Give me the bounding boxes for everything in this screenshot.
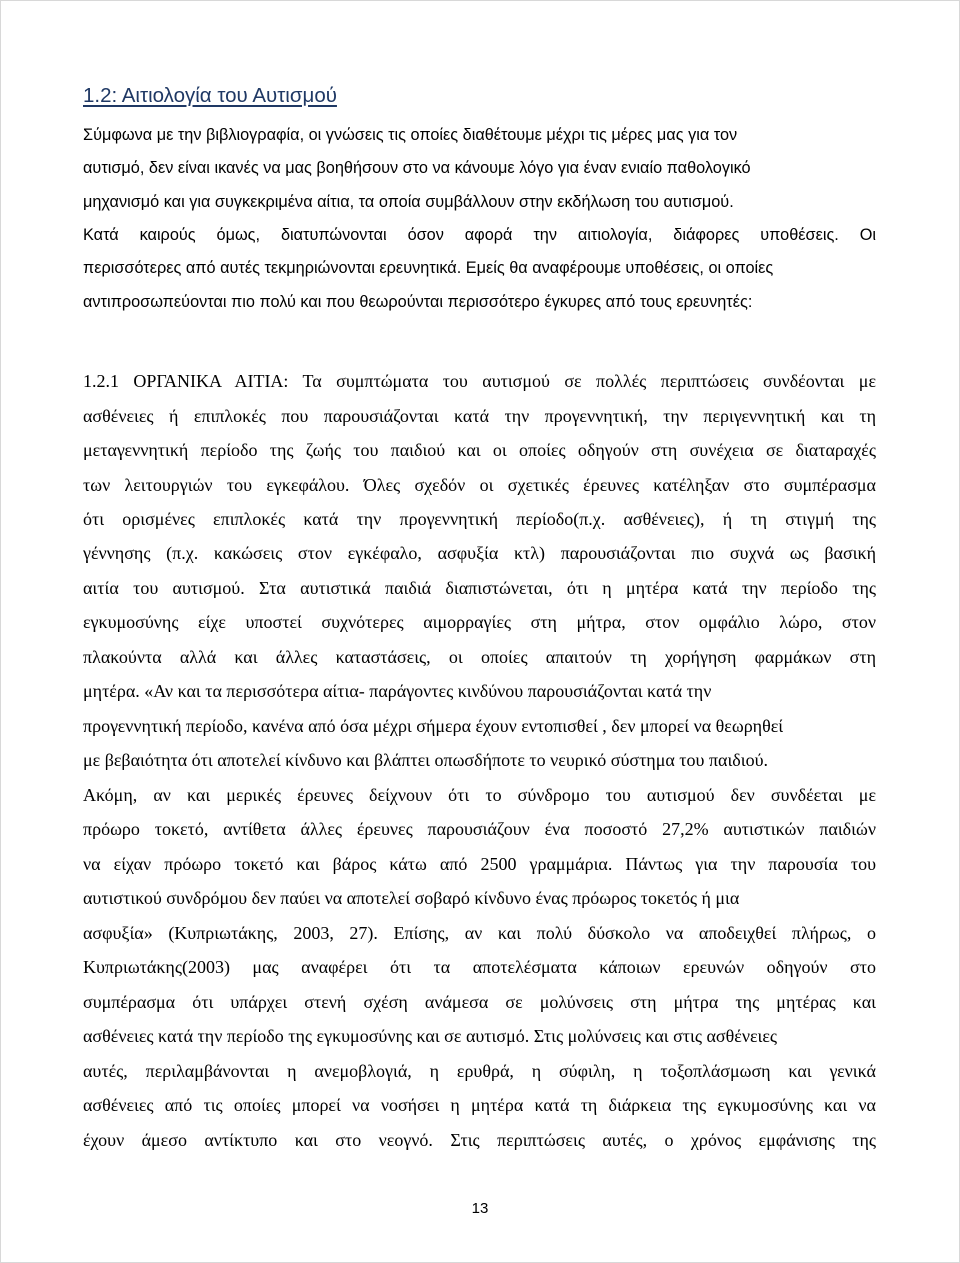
intro-line: αυτισμό, δεν είναι ικανές να μας βοηθήσουν στο να κάνουμε λόγο για έναν ενιαίο παθολογικό	[83, 159, 751, 177]
body-line: ασθένειες κατά την περίοδο της εγκυμοσύνης και σε αυτισμό. Στις μολύνσεις και στις ασθένειες	[83, 1026, 778, 1046]
intro-line: μηχανισμό και για συγκεκριμένα αίτια, τα οποία συμβάλλουν στην εκδήλωση του αυτισμού.	[83, 193, 734, 211]
body-line: με βεβαιότητα ότι αποτελεί κίνδυνο και βλάπτει οπωσδήποτε το νευρικό σύστημα του παιδιού.	[83, 750, 769, 770]
body-line: Κυπριωτάκης(2003) μας αναφέρει ότι τα αποτελέσματα κάποιων ερευνών οδηγούν στο	[83, 957, 876, 977]
body-line: 1.2.1 ΟΡΓΑΝΙΚΑ ΑΙΤΙΑ: Τα συμπτώματα του αυτισμού σε πολλές περιπτώσεις συνδέονται με	[83, 371, 876, 391]
body-line: αιτία του αυτισμού. Στα αυτιστικά παιδιά διαπιστώνεται, ότι η μητέρα κατά την περίοδο της	[83, 578, 876, 598]
section-heading: 1.2: Αιτιολογία του Αυτισμού	[83, 84, 337, 107]
body-line: Ακόμη, αν και μερικές έρευνες δείχνουν ότι το σύνδρομο του αυτισμού δεν συνδέεται με	[83, 785, 876, 805]
body-line: ότι ορισμένες επιπλοκές κατά την προγεννητική περίοδο(π.χ. ασθένειες), ή τη στιγμή της	[83, 509, 876, 529]
body-line: πλακούντα αλλά και άλλες καταστάσεις, οι οποίες απαιτούν τη χορήγηση φαρμάκων στη	[83, 647, 876, 667]
body-line: πρόωρο τοκετό, αντίθετα άλλες έρευνες παρουσιάζουν ένα ποσοστό 27,2% αυτιστικών παιδιών	[83, 819, 876, 839]
body-line: έχουν άμεσο αντίκτυπο και στο νεογνό. Στις περιπτώσεις αυτές, ο χρόνος εμφάνισης της	[83, 1130, 876, 1150]
intro-line: Σύμφωνα με την βιβλιογραφία, οι γνώσεις τις οποίες διαθέτουμε μέχρι τις μέρες μας για τον	[83, 126, 738, 144]
body-line: των λειτουργιών του εγκεφάλου. Όλες σχεδόν οι σχετικές έρευνες κατέληξαν στο συμπέρασμα	[83, 475, 876, 495]
body-line: να είχαν πρόωρο τοκετό και βάρος κάτω από 2500 γραμμάρια. Πάντως για την παρουσία του	[83, 854, 876, 874]
body-line: μητέρα. «Αν και τα περισσότερα αίτια- παράγοντες κινδύνου παρουσιάζονται κατά την	[83, 681, 712, 701]
page-number: 13	[471, 1200, 489, 1217]
body-line: αυτιστικού συνδρόμου δεν παύει να αποτελεί σοβαρό κίνδυνο ένας πρόωρος τοκετός ή μια	[83, 888, 740, 908]
body-line: εγκυμοσύνης είχε υποστεί συχνότερες αιμορραγίες στη μήτρα, στον ομφάλιο λώρο, στον	[83, 612, 876, 632]
body-line: ασθένειες ή επιπλοκές που παρουσιάζονται κατά την προγεννητική, την περιγεννητική και τη	[83, 406, 876, 426]
intro-line: αντιπροσωπεύονται πιο πολύ και που θεωρούνται περισσότερο έγκυρες από τους ερευνητές:	[83, 293, 753, 311]
body-line: συμπέρασμα ότι υπάρχει στενή σχέση ανάμεσα σε μολύνσεις στη μήτρα της μητέρας και	[83, 992, 876, 1012]
body-line: γέννησης (π.χ. κακώσεις στον εγκέφαλο, ασφυξία κτλ) παρουσιάζονται πιο συχνά ως βασική	[83, 543, 876, 563]
intro-line: Κατά καιρούς όμως, διατυπώνονται όσον αφορά την αιτιολογία, διάφορες υποθέσεις. Οι	[83, 226, 876, 244]
body-line: αυτές, περιλαμβάνονται η ανεμοβλογιά, η ερυθρά, η σύφιλη, η τοξοπλάσμωση και γενικά	[83, 1061, 876, 1081]
body-line: ασφυξία» (Κυπριωτάκης, 2003, 27). Επίσης, αν και πολύ δύσκολο να αποδειχθεί πλήρως, ο	[83, 923, 876, 943]
body-line: ασθένειες από τις οποίες μπορεί να νοσήσει η μητέρα κατά τη διάρκεια της εγκυμοσύνης και να	[83, 1095, 876, 1115]
body-line: μεταγεννητική περίοδο της ζωής του παιδιού και οι οποίες οδηγούν στη συνέχεια σε διαταραχές	[83, 440, 876, 460]
body-line: προγεννητική περίοδο, κανένα από όσα μέχρι σήμερα έχουν εντοπισθεί , δεν μπορεί να θεωρηθεί	[83, 716, 784, 736]
intro-line: περισσότερες από αυτές τεκμηριώνονται ερευνητικά. Εμείς θα αναφέρουμε υποθέσεις, οι οποίες	[83, 259, 774, 277]
